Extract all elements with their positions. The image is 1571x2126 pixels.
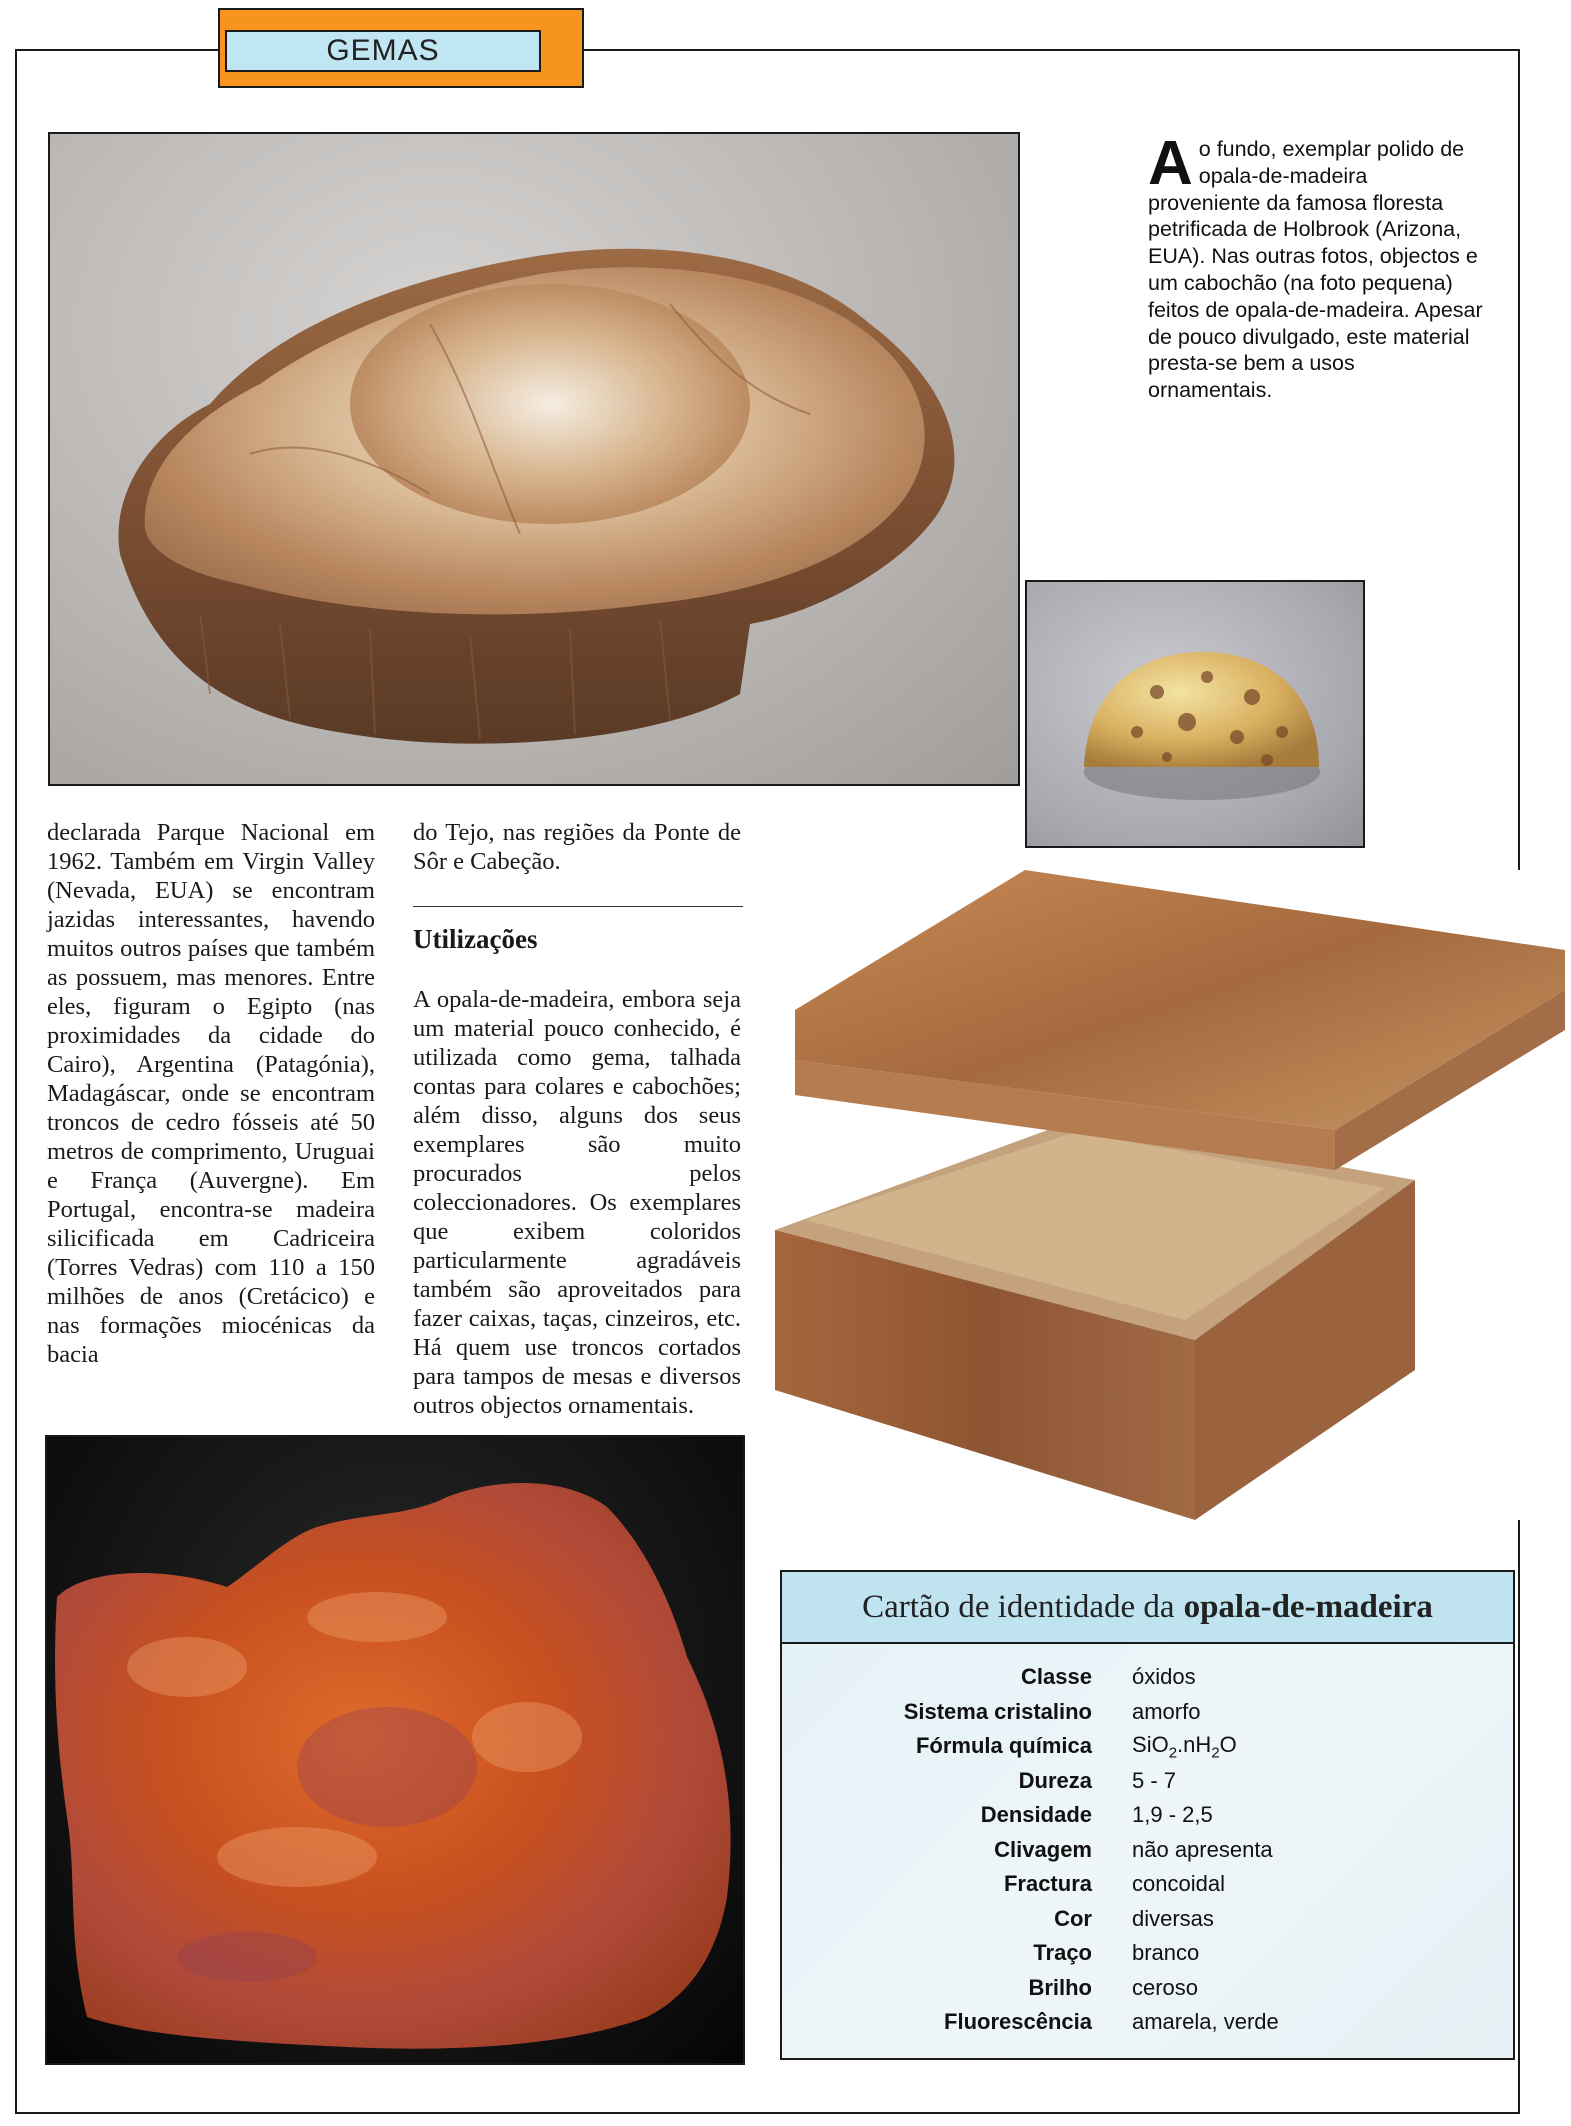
identity-card: [780, 1570, 1515, 2060]
property-label: Brilho: [1028, 1974, 1092, 2000]
photo-box: [775, 870, 1571, 1520]
property-row: [782, 1936, 1513, 1971]
section-tab: [225, 30, 541, 72]
photo-cabochon: [1025, 580, 1365, 848]
property-label: Clivagem: [994, 1836, 1092, 1862]
property-value: não apresenta: [1132, 1836, 1273, 1862]
property-row: [782, 1695, 1513, 1730]
property-label: Cor: [1054, 1905, 1092, 1931]
property-row: [782, 1798, 1513, 1833]
property-label: Densidade: [980, 1802, 1092, 1828]
card-title-prefix: Cartão de identidade da: [862, 1588, 1175, 1625]
property-value: óxidos: [1132, 1664, 1196, 1690]
property-row: [782, 1867, 1513, 1902]
property-row: [782, 1729, 1513, 1764]
property-value: diversas: [1132, 1905, 1214, 1931]
identity-card-header: [782, 1572, 1513, 1644]
property-label: Fluorescência: [944, 2009, 1092, 2035]
property-label: Fórmula química: [915, 1733, 1092, 1759]
property-row: [782, 1902, 1513, 1937]
property-value: 5 - 7: [1132, 1767, 1177, 1793]
property-label: Dureza: [1018, 1767, 1092, 1793]
bottom-rule: [15, 2112, 1520, 2114]
box-illustration: [775, 870, 1571, 1520]
property-row: [782, 2005, 1513, 2040]
photo-polished-dish: [48, 132, 1020, 786]
photo-red-slab: [45, 1435, 745, 2065]
property-value: 1,9 - 2,5: [1132, 1802, 1213, 1828]
property-value: ceroso: [1132, 1974, 1199, 2000]
caption-text: o fundo, exemplar polido de opala-de-madeira proveniente da famosa floresta petrificada de Holbrook (Arizona, EUA). Nas outras fotos, objectos e um cabochão (na foto pequena) feitos de opala-de-madeira. Apesar de pouco divulgado, este material presta-se bem a usos ornamentais.: [1148, 137, 1483, 403]
property-value-formula: $SiO_2.nH_2O$: [1132, 1731, 1237, 1761]
property-label: Classe: [1021, 1664, 1092, 1690]
card-title-mineral: opala-de-madeira: [1183, 1588, 1433, 1625]
property-label: Sistema cristalino: [903, 1698, 1092, 1724]
slab-illustration: [47, 1437, 745, 2065]
text-column-2-body: A opala-de-madeira, embora seja um material pouco conhecido, é utilizada como gema, talhada contas para colares e cabochões; além disso, alguns dos seus exemplares são muito procurados pelos coleccionadores. Os exemplares que exibem coloridos particularmente agradáveis também são aproveitados para fazer caixas, taças, cinzeiros, etc. Há quem use troncos cortados para tampos de mesas e diversos outros objectos ornamentais.: [413, 986, 741, 1419]
property-row: [782, 1764, 1513, 1799]
section-heading: Utilizações: [413, 924, 538, 954]
property-value: amarela, verde: [1132, 2009, 1279, 2035]
dish-illustration: [50, 134, 1020, 786]
column-divider: [413, 906, 743, 907]
property-value: amorfo: [1132, 1698, 1201, 1724]
caption-dropcap: A: [1148, 129, 1193, 198]
properties-table: [782, 1660, 1513, 2040]
text-column-1: declarada Parque Nacional em 1962. Também em Virgin Valley (Nevada, EUA) se encontram jazidas interessantes, havendo muitos outros países que também as possuem, mas menores. Entre eles, figuram o Egipto (nas proximidades da cidade do Cairo), Argentina (Patagónia), Madagáscar, onde se encontram troncos de cedro fósseis até 50 metros de comprimento, Uruguai e França (Auvergne). Em Portugal, encontra-se madeira silicificada em Cadriceira (Torres Vedras) com 110 a 150 milhões de anos (Cretácico) e nas formações miocénicas da bacia: [47, 819, 375, 1368]
property-value: branco: [1132, 1940, 1200, 1966]
photo-caption: [1148, 129, 1484, 404]
property-row: [782, 1833, 1513, 1868]
left-rule: [15, 49, 17, 2114]
property-value: concoidal: [1132, 1871, 1225, 1897]
property-label: Traço: [1033, 1940, 1092, 1966]
property-row: [782, 1971, 1513, 2006]
cabochon-illustration: [1027, 582, 1365, 848]
section-title: GEMAS: [326, 34, 440, 67]
property-label: Fractura: [1003, 1871, 1092, 1897]
property-row: [782, 1660, 1513, 1695]
text-column-2-intro: do Tejo, nas regiões da Ponte de Sôr e Cabeção.: [413, 819, 741, 875]
